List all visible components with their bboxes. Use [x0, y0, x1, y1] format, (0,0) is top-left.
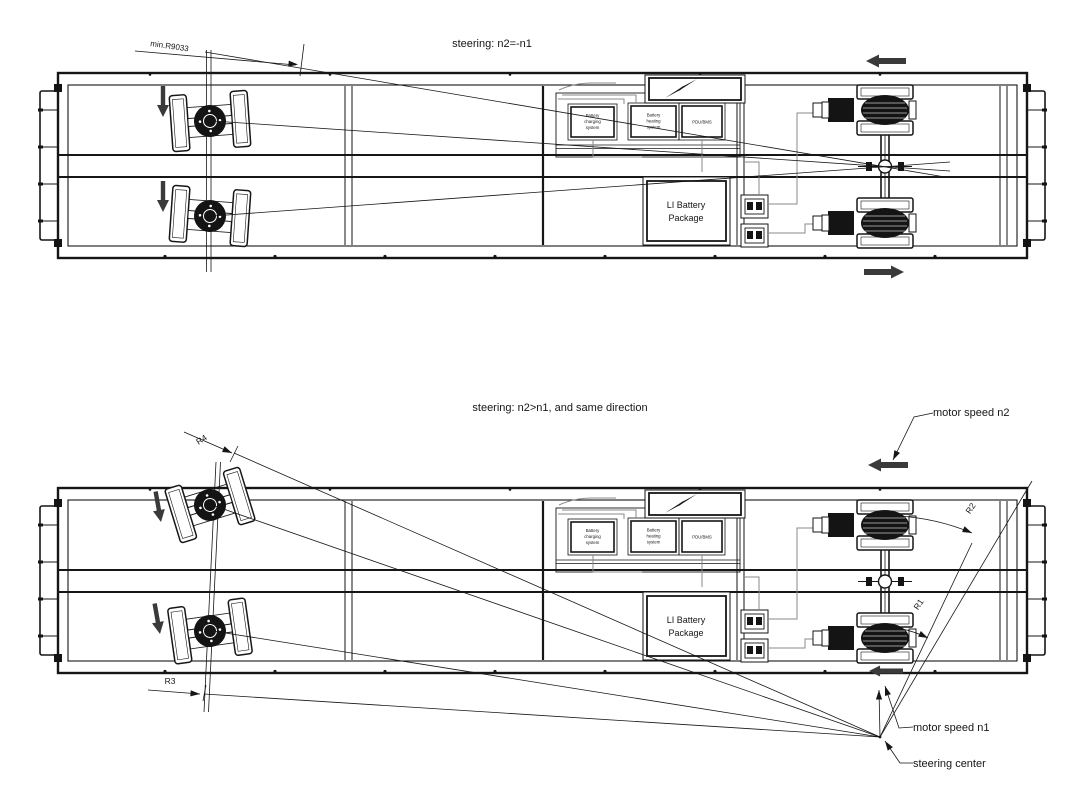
motor-speed-n2-callout: [890, 407, 1009, 461]
r3-label: R3: [164, 676, 176, 686]
figure-spin-steering: [38, 38, 1047, 279]
steering-axis-lines: [207, 50, 212, 272]
radius-construction-lines: [204, 453, 1032, 737]
motor-speed-n1-label: motor speed n1: [913, 722, 990, 734]
figure2-title: steering: n2>n1, and same direction: [472, 402, 648, 414]
steering-bogie-front-left: [169, 90, 251, 151]
steering-bogie-front-right: [167, 598, 252, 664]
dimension-arrowhead-icon: [190, 690, 200, 697]
bogie-direction-arrow-icon: [157, 86, 169, 117]
steering-bogie-front-left: [165, 467, 256, 543]
wheel-direction-n2-arrow-icon: [868, 459, 908, 472]
figure-differential-steering: [38, 402, 1047, 770]
vehicle-top-view: [38, 73, 1047, 258]
dimension-arrowhead-icon: [876, 690, 882, 700]
bogie-direction-arrow-icon: [149, 602, 166, 635]
leader-arrowhead-icon: [890, 450, 900, 461]
wheel-direction-n1-arrow-icon: [869, 665, 903, 676]
bogie-direction-arrow-icon: [150, 490, 167, 523]
r4-label: R4: [194, 432, 209, 447]
r1-label: R1: [911, 597, 926, 612]
steering-bogie-front-right: [169, 185, 251, 246]
motor-speed-n1-callout: [882, 685, 989, 734]
r4-dimension: [184, 432, 238, 462]
min-radius-label: min.R9033: [149, 39, 190, 54]
dimension-arrowhead-icon: [222, 446, 233, 456]
dimension-arrowhead-icon: [962, 526, 973, 536]
leader-arrowhead-icon: [882, 685, 891, 696]
figure1-title: steering: n2=-n1: [452, 38, 532, 50]
leader-arrowhead-icon: [882, 739, 892, 750]
steering-center-callout: [882, 739, 986, 770]
steering-center-arrow: [876, 690, 882, 737]
min-radius-dimension: [135, 39, 304, 76]
bogie-direction-arrow-icon: [157, 181, 169, 212]
motor-speed-n2-label: motor speed n2: [933, 407, 1010, 419]
wheel-direction-n2-arrow-icon: [866, 55, 906, 68]
r3-dimension: [148, 676, 206, 701]
steering-center-label: steering center: [913, 758, 986, 770]
wheel-direction-n1-arrow-icon: [864, 266, 904, 279]
r2-label: R2: [963, 501, 978, 516]
